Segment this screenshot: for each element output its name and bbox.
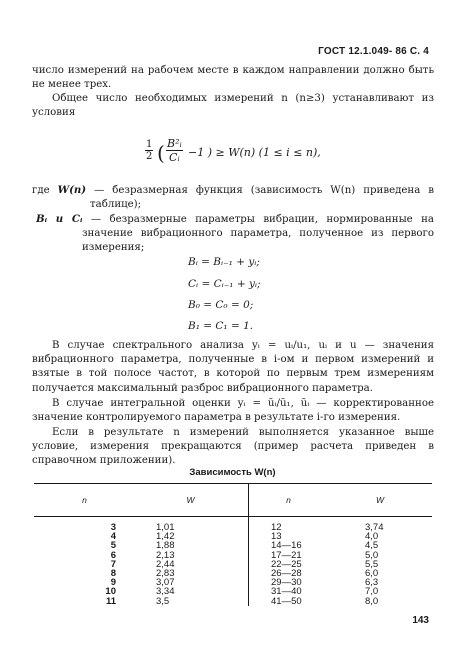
equation-4: B₁ = C₁ = 1.: [188, 320, 254, 332]
page-header: ГОСТ 12.1.049- 86 С. 4: [318, 46, 429, 57]
table-row: 8 2,83 26—28 6,0: [110, 568, 379, 580]
formula-half: $\frac{1}{2}$: [146, 139, 153, 162]
header-n-1: n: [34, 484, 134, 517]
formula-open-paren: (: [157, 141, 165, 165]
table-row: 3 1,01 12 3,74: [34, 517, 432, 533]
table-header-row: [34, 484, 432, 517]
equation-2: Cᵢ = Cᵢ₋₁ + yᵢ;: [188, 278, 261, 290]
table-row: 9 3,07 29—30 6,3: [110, 577, 379, 589]
definition-bc: Bᵢ и Cᵢ — безразмерные параметры вибрации, нормированные на значение вибрационного параметра, полученное из первого измерения;: [36, 213, 434, 254]
w-function-table: [34, 483, 432, 606]
table-row: 10 3,34 31—40 7,0: [105, 586, 379, 598]
equation-1: Bᵢ = Bᵢ₋₁ + yᵢ;: [188, 256, 260, 268]
table-row: 7 2,44 22—25 5,5: [110, 558, 379, 570]
symbol-w: W(n): [57, 184, 87, 196]
paragraph-1: число измерений на рабочем месте в каждом направлении должно быть не менее трех.: [32, 65, 434, 91]
table-row: 11 3,5 41—50 8,0: [105, 595, 379, 607]
formula-rest: −1 ) ≥ W(n) (1 ≤ i ≤ n),: [188, 146, 321, 159]
definition-w: где W(n) — безразмерная функция (зависимость W(n) приведена в таблице);: [32, 184, 434, 211]
paragraph-5: Если в результате n измерений выполняется указанное выше условие, измерения прекращаются (пример расчета приведен в справочном приложении).: [32, 427, 434, 467]
paragraph-2: Общее число необходимых измерений n (n≥3) устанавливают из условия: [32, 93, 434, 119]
paragraph-3: В случае спектрального анализа yᵢ = uᵢ/u₁, uᵢ и u — значения вибрационного параметра, полученные в i-ом и первом измерений и взятые в той полосе частот, в которой по первым трем измерениям получается максимальный разброс вибрационного параметра.: [32, 340, 434, 394]
formula-fraction: $\frac{\text{B²ᵢ}}{\text{Cᵢ}}$: [167, 137, 182, 164]
table-caption: Зависимость W(n): [189, 467, 276, 478]
paragraph-4: В случае интегральной оценки yᵢ = ũᵢ/ũ₁, ũᵢ — корректированное значение контролируемого параметра в результате i-го измерения.: [32, 398, 434, 424]
symbol-bc: Bᵢ и Cᵢ: [36, 213, 83, 225]
table-row: 6 2,13 17—21 5,0: [110, 549, 379, 561]
table-row: 5 1,88 14—16 4,5: [110, 540, 379, 552]
table-row: 4 1,42 13 4,0: [110, 531, 379, 543]
header-w-1: W: [134, 484, 249, 517]
condition-formula: [0, 137, 465, 171]
header-n-2: n: [249, 484, 330, 517]
equation-3: B₀ = C₀ = 0;: [188, 299, 254, 311]
page-number: 143: [412, 615, 429, 626]
header-w-2: W: [329, 484, 432, 517]
